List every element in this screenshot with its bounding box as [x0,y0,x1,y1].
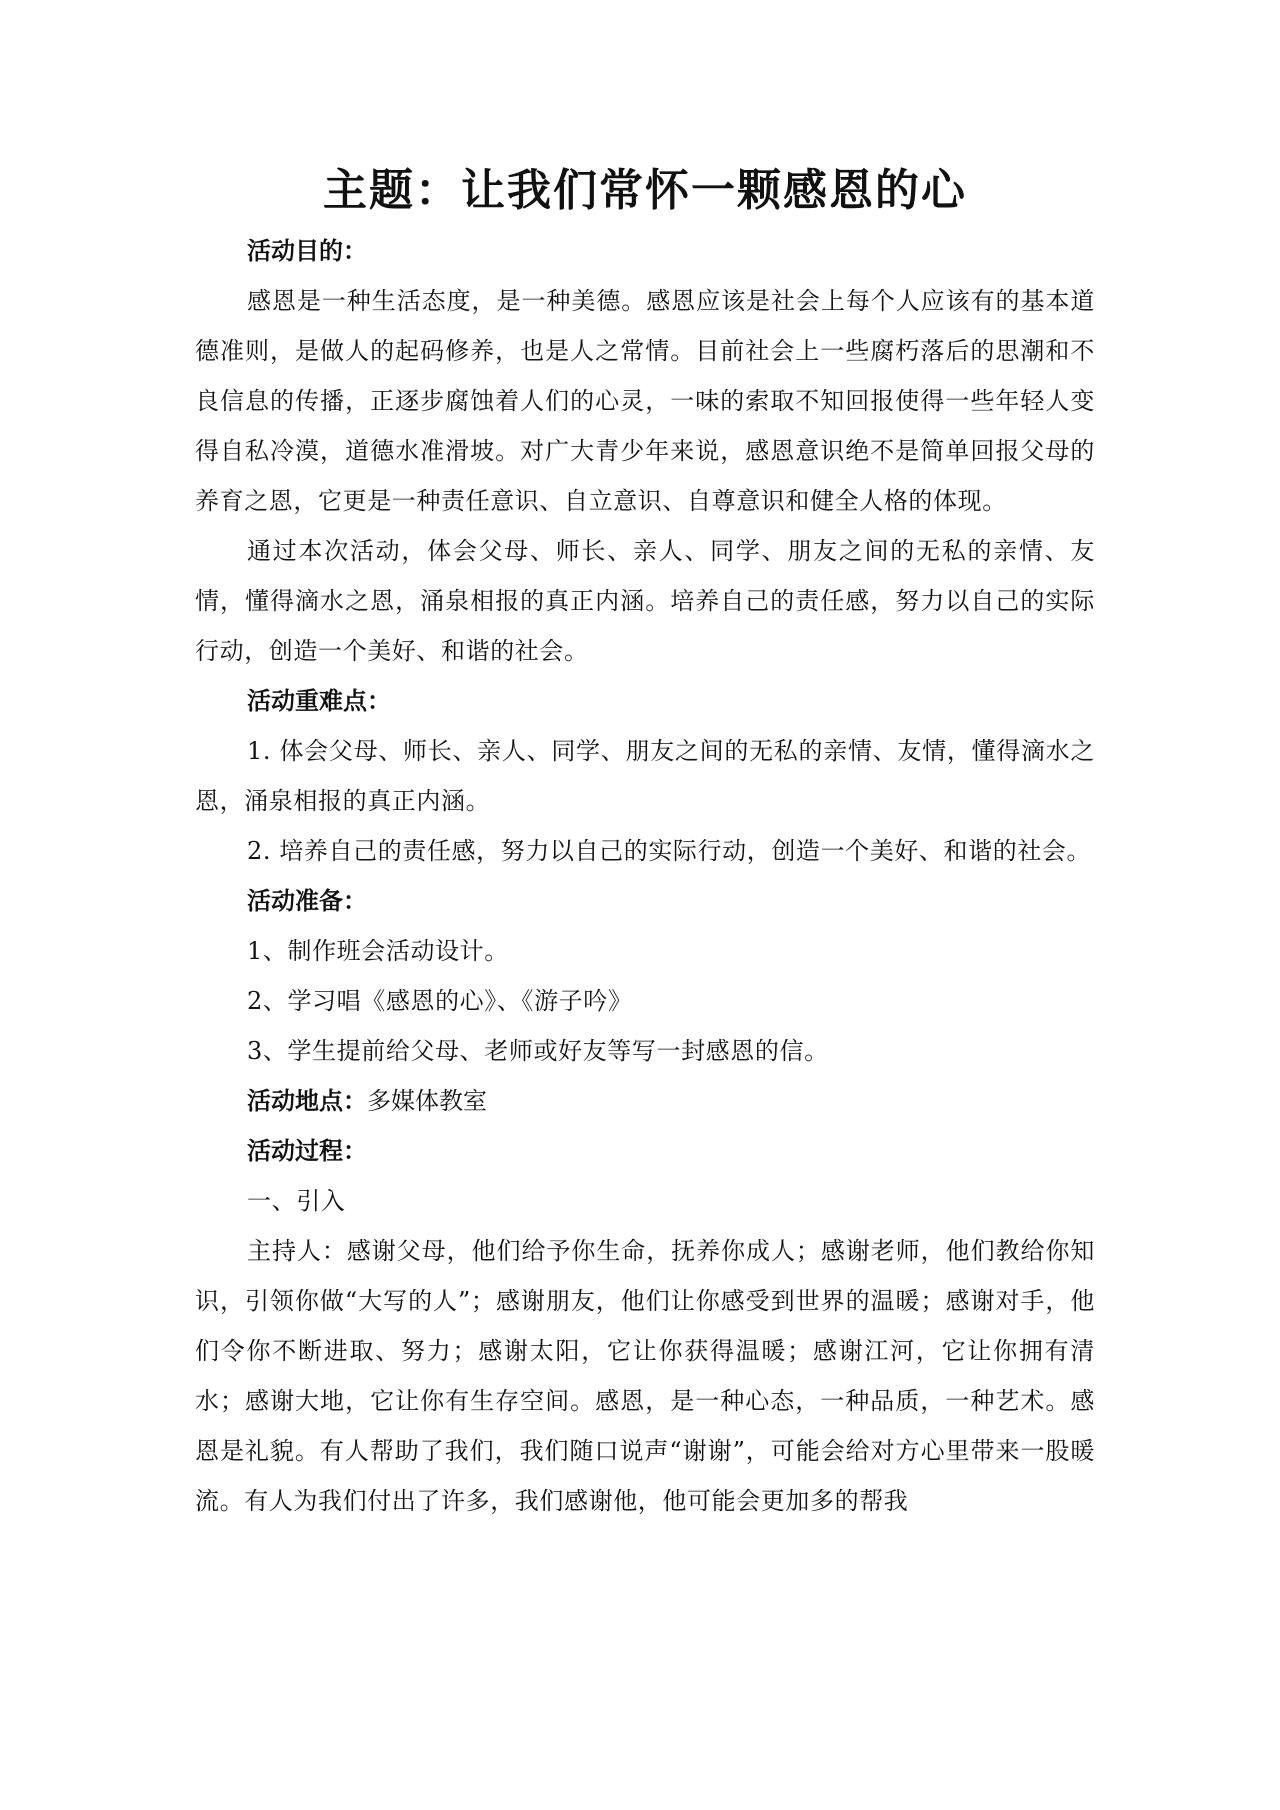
process-step-1: 一、引入 [247,1187,346,1215]
purpose-paragraph-2: 通过本次活动，体会父母、师长、亲人、同学、朋友之间的无私的亲情、友情，懂得滴水之恩，涌泉相报的真正内涵。培养自己的责任感，努力以自己的实际行动，创造一个美好、和谐的社会。 [195,537,1095,665]
purpose-heading: 活动目的： [247,237,367,265]
preparation-item-3: 3、学生提前给父母、老师或好友等写一封感恩的信。 [247,1037,829,1065]
key-point-item-1: 1. 体会父母、师长、亲人、同学、朋友之间的无私的亲情、友情，懂得滴水之恩，涌泉相报的真正内涵。 [195,737,1095,815]
preparation-item-2: 2、学习唱《感恩的心》、《游子吟》 [247,987,633,1015]
key-point-item-2: 2. 培养自己的责任感，努力以自己的实际行动，创造一个美好、和谐的社会。 [247,837,1092,865]
document-title: 主题：让我们常怀一颗感恩的心 [323,165,967,216]
process-heading: 活动过程： [247,1137,367,1165]
location-line [195,1076,1095,1126]
purpose-paragraph-1: 感恩是一种生活态度，是一种美德。感恩应该是社会上每个人应该有的基本道德准则，是做人的起码修养，也是人之常情。目前社会上一些腐朽落后的思潮和不良信息的传播，正逐步腐蚀着人们的心灵，一味的索取不知回报使得一些年轻人变得自私冷漠，道德水准滑坡。对广大青少年来说，感恩意识绝不是简单回报父母的养育之恩，它更是一种责任意识、自立意识、自尊意识和健全人格的体现。 [195,287,1095,515]
process-paragraph: 主持人：感谢父母，他们给予你生命，抚养你成人；感谢老师，他们教给你知识，引领你做“大写的人”；感谢朋友，他们让你感受到世界的温暖；感谢对手，他们令你不断进取、努力；感谢太阳，它让你获得温暖；感谢江河，它让你拥有清水；感谢大地，它让你有生存空间。感恩，是一种心态，一种品质，一种艺术。感恩是礼貌。有人帮助了我们，我们随口说声“谢谢”，可能会给对方心里带来一股暖流。有人为我们付出了许多，我们感谢他，他可能会更加多的帮我 [195,1237,1095,1515]
preparation-heading: 活动准备： [247,887,367,915]
location-value: 多媒体教室 [367,1087,487,1115]
key-points-heading: 活动重难点： [247,687,391,715]
location-heading: 活动地点： [247,1087,367,1115]
document-page [195,158,1095,1526]
preparation-item-1: 1、制作班会活动设计。 [247,937,509,965]
